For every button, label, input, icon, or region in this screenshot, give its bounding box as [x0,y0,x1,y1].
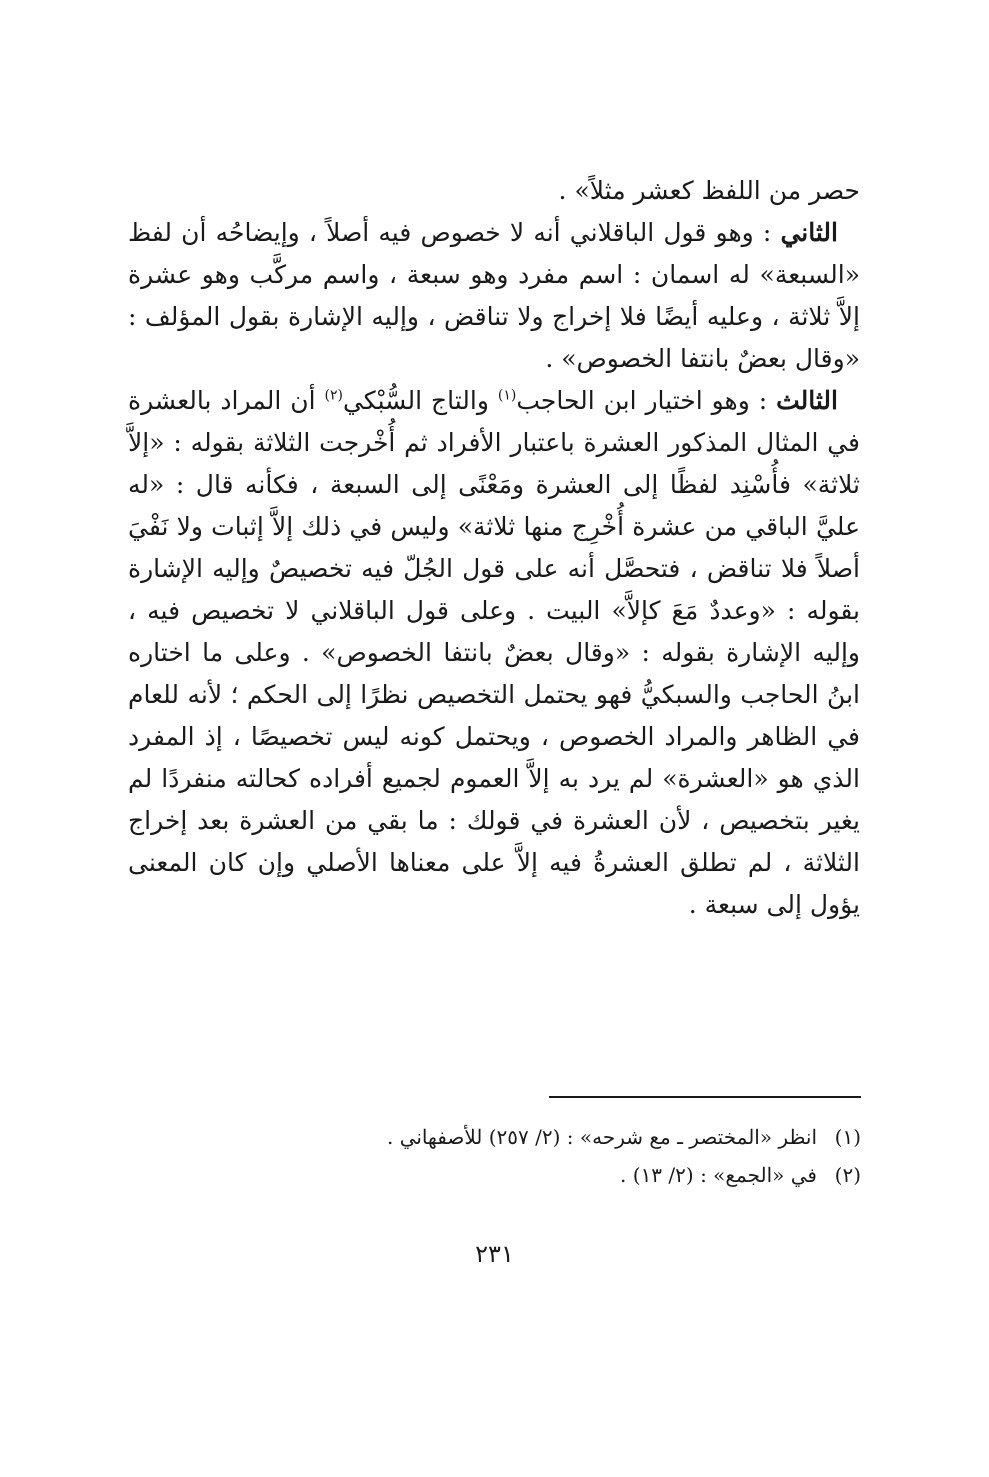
paragraph-opening: حصر من اللفظ كعشر مثلاً» . [558,176,860,205]
paragraph-second-opinion [128,212,860,380]
paragraph-lead-third: الثالث [776,386,838,415]
footnote-text: في «الجمع» : (٢/ ١٣) . [620,1163,817,1187]
main-text [128,170,860,926]
paragraph-third-opinion [128,380,860,926]
page-number: ٢٣١ [475,1240,514,1268]
footnote-ref-2: (٢) [324,387,343,404]
footnote-ref-1: (١) [497,387,517,404]
footnote-item [129,1156,861,1194]
footnote-item [129,1118,861,1156]
paragraph-third-text-b: والتاج السُّبْكي [342,386,498,415]
footnote-divider [549,1096,861,1098]
footnote-number: (٢) [834,1163,861,1187]
paragraph-second-text: : وهو قول الباقلاني أنه لا خصوص فيه أصلاً ، وإيضاحُه أن لفظ «السبعة» له اسمان : اسم مفرد وهو سبعة ، واسم مركَّب وهو عشرة إلاَّ ثلاثة ، وعليه أيضًا فلا إخراج ولا تناقض ، وإليه الإشارة بقول المؤلف : «وقال بعضٌ بانتفا الخصوص» . [128,218,860,373]
paragraph-third-text-a: : وهو اختيار ابن الحاجب [516,386,768,415]
paragraph-lead-second: الثاني [780,218,838,247]
footnote-number: (١) [834,1125,861,1149]
footnotes [129,1118,861,1194]
footnote-text: انظر «المختصر ـ مع شرحه» : (٢/ ٢٥٧) للأصفهاني . [386,1125,817,1149]
paragraph-third-text-c: أن المراد بالعشرة في المثال المذكور العشرة باعتبار الأفراد ثم أُخْرجت الثلاثة بقوله : «إلاَّ ثلاثة» فأُسْنِد لفظًا إلى العشرة ومَعْنًى إلى السبعة ، فكأنه قال : «له عليَّ الباقي من عشرة أُخْرِج منها ثلاثة» وليس في ذلك إلاَّ إثبات ولا نَفْيَ أصلاً فلا تناقض ، فتحصَّل أنه على قول الجُلّ فيه تخصيصٌ وإليه الإشارة بقوله : «وعددٌ مَعَ كإلاَّ» البيت . وعلى قول الباقلاني لا تخصيص فيه ، وإليه الإشارة بقوله : «وقال بعضٌ بانتفا الخصوص» . وعلى ما اختاره ابنُ الحاجب والسبكيُّ فهو يحتمل التخصيص نظرًا إلى الحكم ؛ لأنه للعام في الظاهر والمراد الخصوص ، ويحتمل كونه ليس تخصيصًا ، إذ المفرد الذي هو «العشرة» لم يرد به إلاَّ العموم لجميع أفراده كحالته منفردًا لم يغير بتخصيص ، لأن العشرة في قولك : ما بقي من العشرة بعد إخراج الثلاثة ، لم تطلق العشرةُ فيه إلاَّ على معناها الأصلي وإن كان المعنى يؤول إلى سبعة . [128,386,860,919]
